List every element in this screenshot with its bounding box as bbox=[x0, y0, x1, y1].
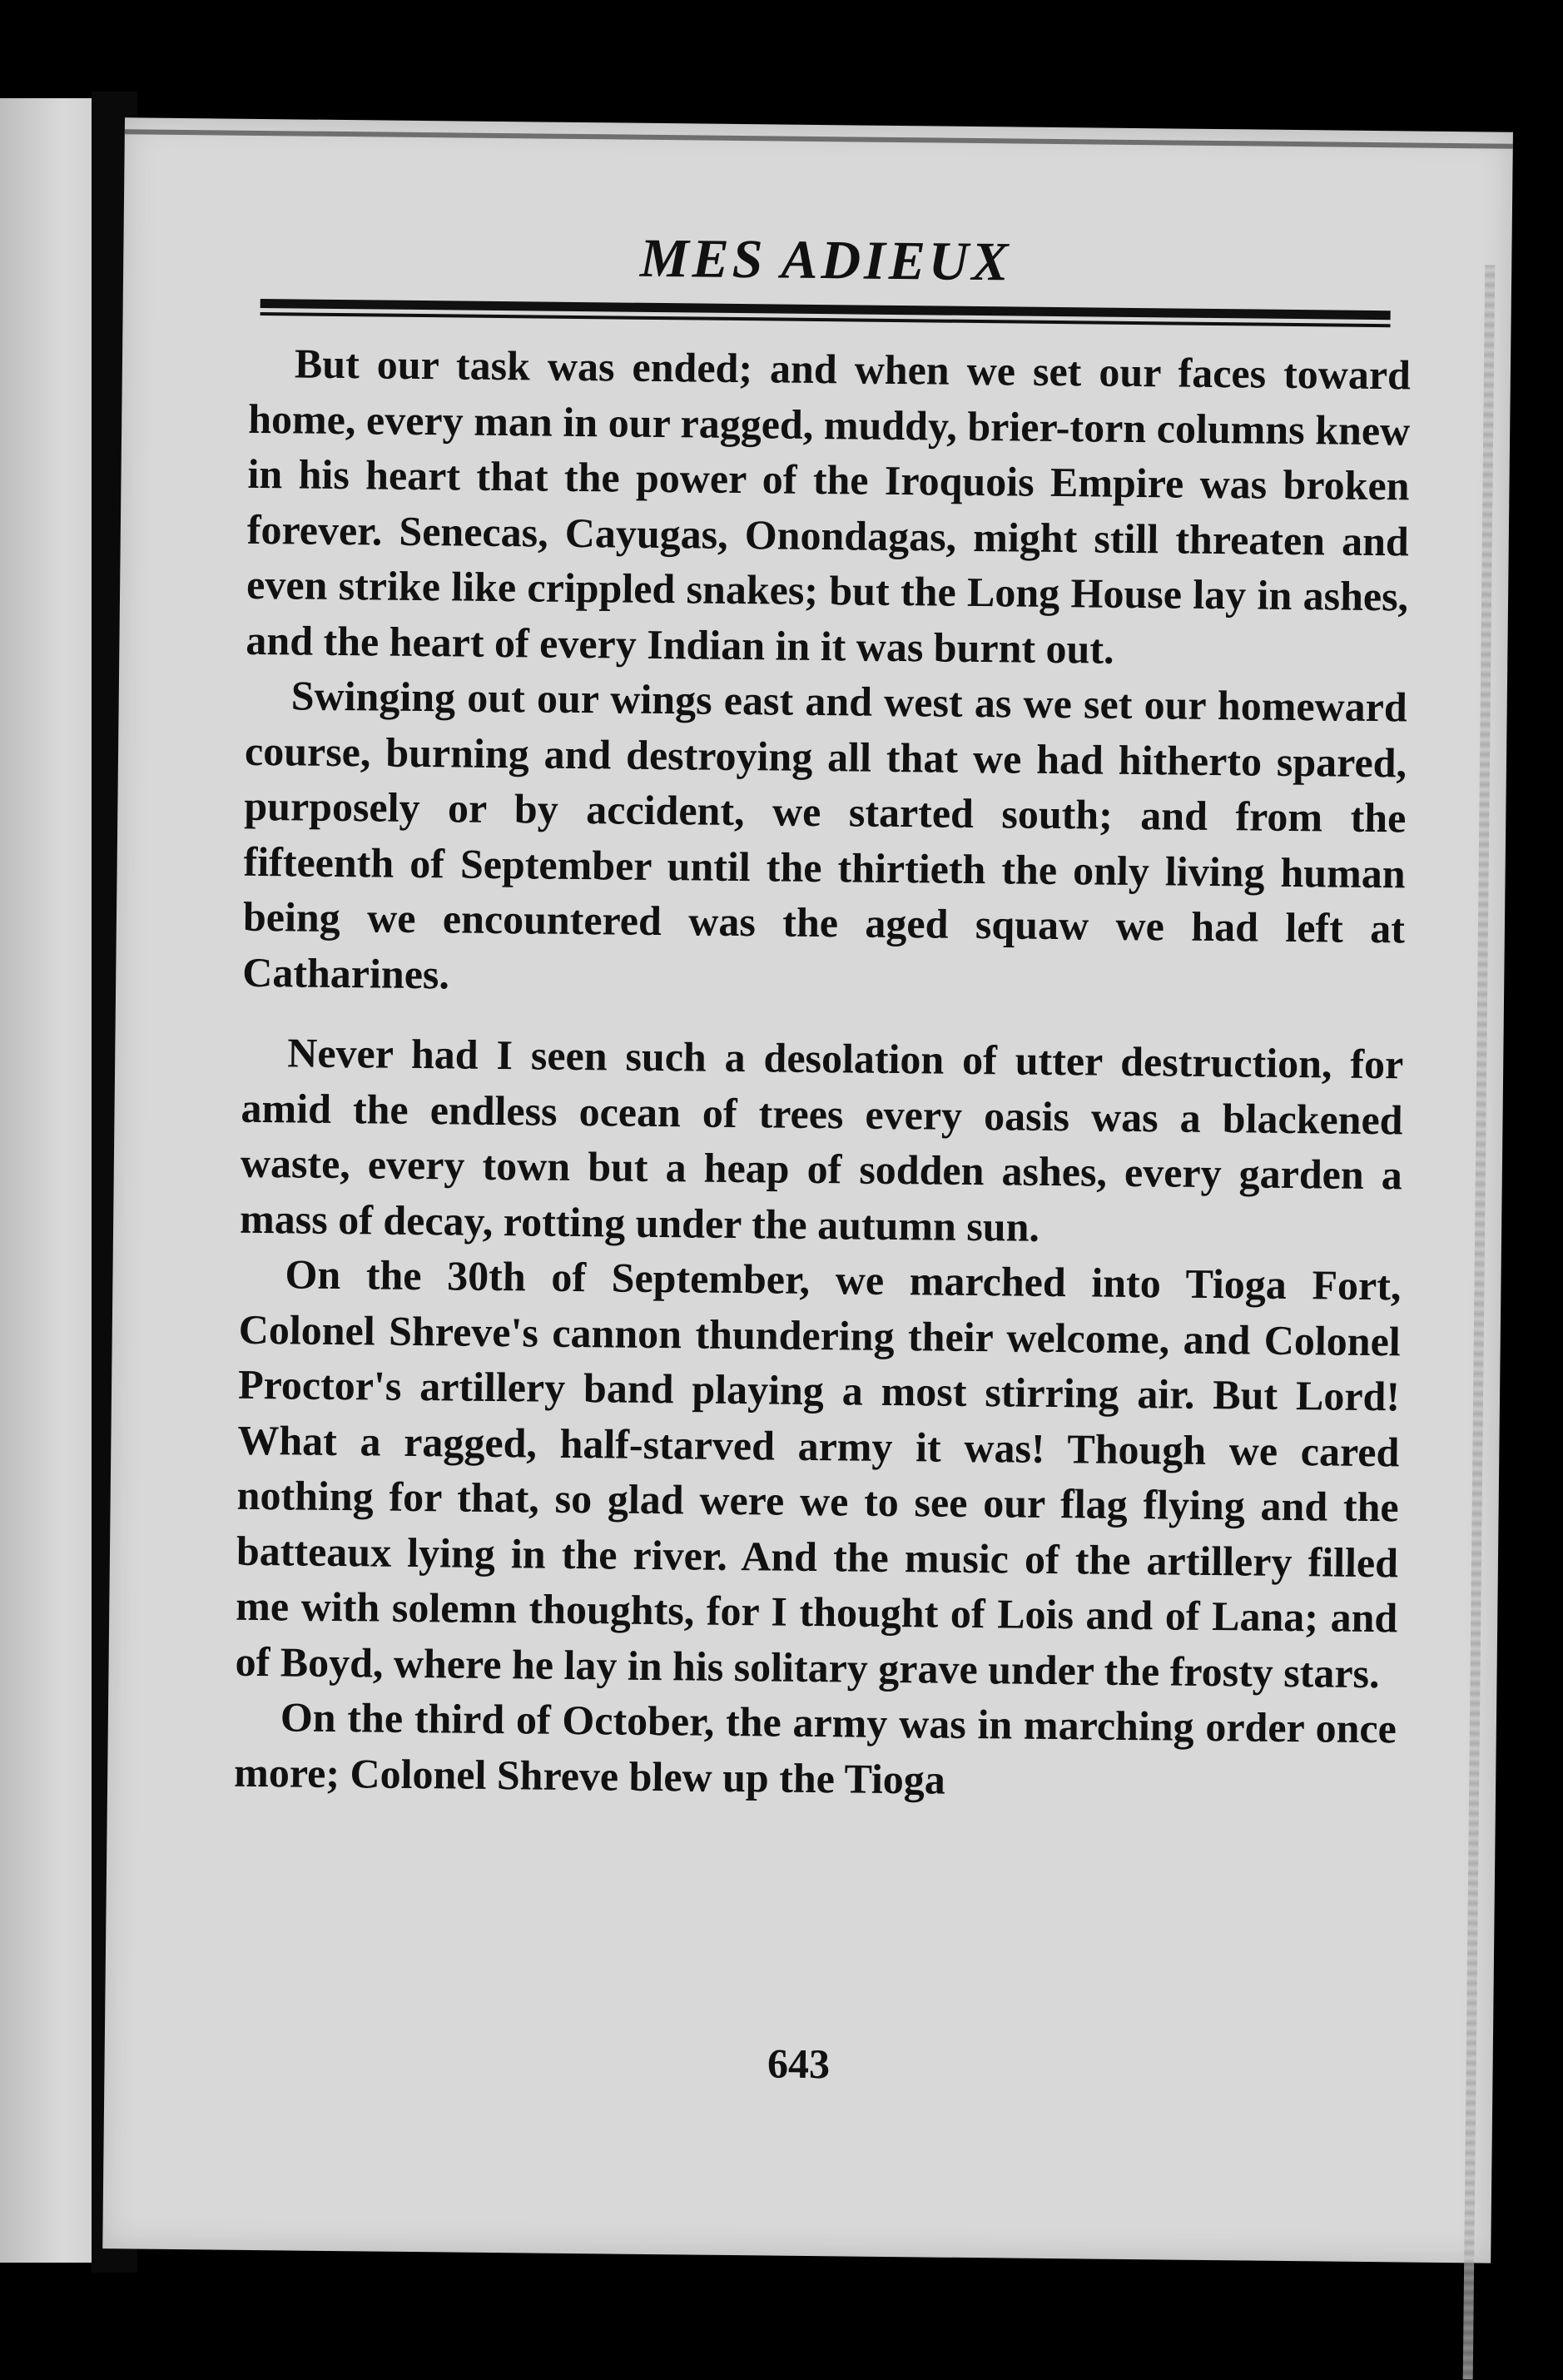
page-header bbox=[260, 227, 1392, 327]
paragraph: Swinging out our wings east and west as we set our homeward course, burning and destroying all that we had hitherto spared, purposely or by accident, we started south; and from the fifteenth of September until the thirtieth the only living human being we encountered was the aged squaw we had left at Catharines. bbox=[242, 672, 1408, 997]
paragraph: Never had I seen such a desolation of utter destruction, for amid the endless ocean of trees every oasis was a blackened waste, every town but a heap of sodden ashes, every garden a mass of decay, rotting under the autumn sun. bbox=[239, 1029, 1404, 1250]
page-top-edge bbox=[125, 129, 1513, 148]
facing-page-edge bbox=[0, 98, 104, 2263]
running-head: MES ADIEUX bbox=[639, 227, 1012, 293]
paragraph: On the third of October, the army was in marching order once more; Colonel Shreve blew up the Tioga bbox=[233, 1693, 1397, 1803]
body-text bbox=[234, 335, 1411, 1812]
paragraph: But our task was ended; and when we set our faces toward home, every man in our ragged, muddy, brier-torn columns knew in his heart that the power of the Iroquois Empire was broken forever. Senecas, Cayugas, Onondagas, might still threaten and even strike like crippled snakes; but the Long House lay in ashes, and the heart of every Indian in it was burnt out. bbox=[246, 340, 1412, 673]
page-number: 643 bbox=[767, 2040, 831, 2088]
book-page bbox=[102, 117, 1513, 2263]
paragraph: On the 30th of September, we marched into Tioga Fort, Colonel Shreve's cannon thundering their welcome, and Colonel Proctor's artillery band playing a most stirring air. But Lord! What a ragged, half-starved army it was! Though we cared nothing for that, so glad were we to see our flag flying and the batteaux lying in the river. And the music of the artillery filled me with solemn thoughts, for I thought of Lois and of Lana; and of Boyd, where he lay in his solitary grave under the frosty stars. bbox=[235, 1250, 1402, 1697]
